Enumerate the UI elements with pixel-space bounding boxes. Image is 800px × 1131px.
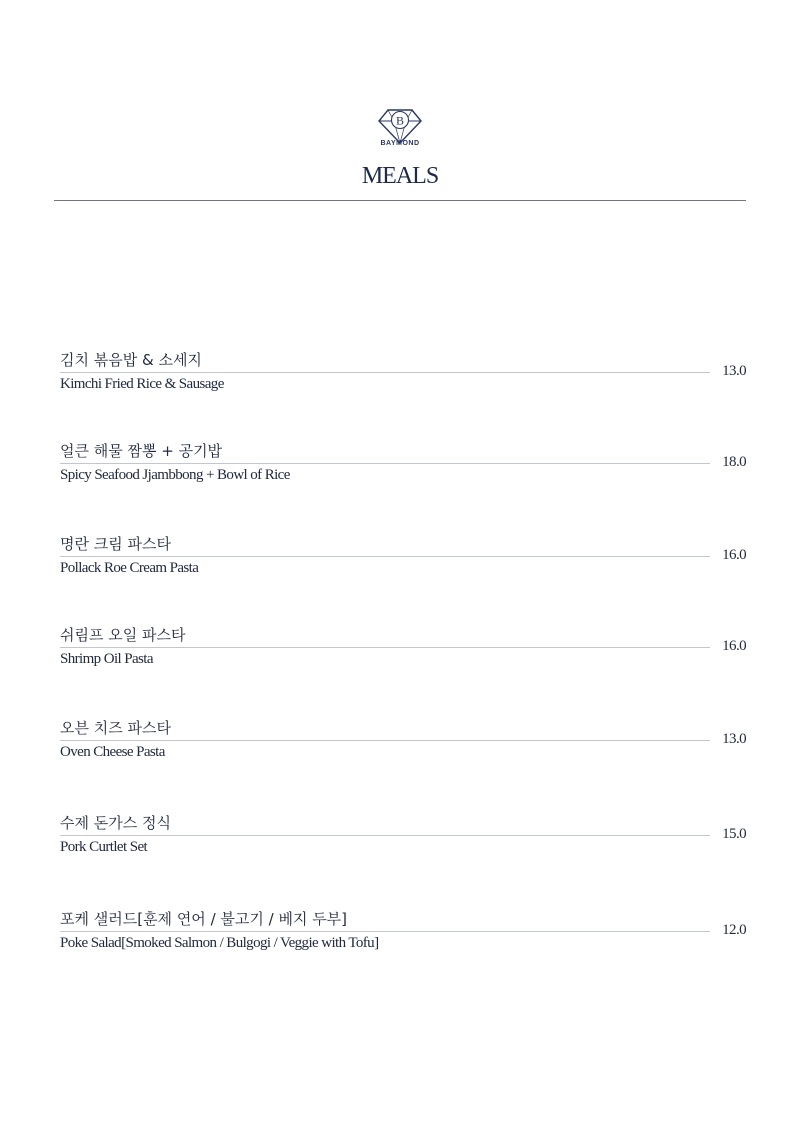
menu-item-english-name: Poke Salad[Smoked Salmon / Bulgogi / Veggie with Tofu]: [60, 935, 379, 951]
menu-item-price: 12.0: [722, 922, 746, 938]
menu-item-english-name: Spicy Seafood Jjambbong + Bowl of Rice: [60, 467, 290, 483]
menu-item-korean-name: 명란 크림 파스타: [60, 535, 171, 553]
menu-item-korean-name: 포케 샐러드[훈제 연어 / 불고기 / 베지 두부]: [60, 910, 348, 928]
menu-item: [60, 624, 746, 684]
menu-item-price: 13.0: [722, 363, 746, 379]
menu-item-english-name: Pollack Roe Cream Pasta: [60, 560, 199, 576]
menu-item-divider: [60, 740, 710, 741]
menu-item-english-name: Kimchi Fried Rice & Sausage: [60, 376, 224, 392]
menu-item-korean-name: 쉬림프 오일 파스타: [60, 626, 186, 644]
menu-item-divider: [60, 463, 710, 464]
menu-item-korean-name: 김치 볶음밥 & 소세지: [60, 351, 202, 369]
menu-item: [60, 812, 746, 872]
menu-item-korean-name: 오븐 치즈 파스타: [60, 719, 171, 737]
menu-item-price: 18.0: [722, 454, 746, 470]
menu-item: [60, 908, 746, 968]
menu-item-divider: [60, 835, 710, 836]
menu-item: [60, 533, 746, 593]
menu-item-price: 16.0: [722, 638, 746, 654]
menu-item-korean-name: 얼큰 해물 짬뽕 + 공기밥: [60, 442, 223, 460]
menu-item-english-name: Shrimp Oil Pasta: [60, 651, 153, 667]
header-divider: [54, 200, 746, 201]
menu-item-price: 15.0: [722, 826, 746, 842]
menu-item-divider: [60, 556, 710, 557]
menu-item: [60, 440, 746, 500]
menu-item-price: 16.0: [722, 547, 746, 563]
logo-letter: B: [395, 113, 405, 128]
menu-item-divider: [60, 931, 710, 932]
page-title: MEALS: [361, 163, 439, 189]
menu-item-divider: [60, 647, 710, 648]
menu-item-korean-name: 수제 돈가스 정식: [60, 814, 171, 832]
menu-item: [60, 349, 746, 409]
menu-item-english-name: Oven Cheese Pasta: [60, 744, 165, 760]
brand-name: BAYMOND: [380, 140, 420, 147]
diamond-logo-icon: [370, 106, 430, 158]
menu-item: [60, 717, 746, 777]
menu-item-divider: [60, 372, 710, 373]
menu-item-english-name: Pork Curtlet Set: [60, 839, 148, 855]
menu-item-price: 13.0: [722, 731, 746, 747]
